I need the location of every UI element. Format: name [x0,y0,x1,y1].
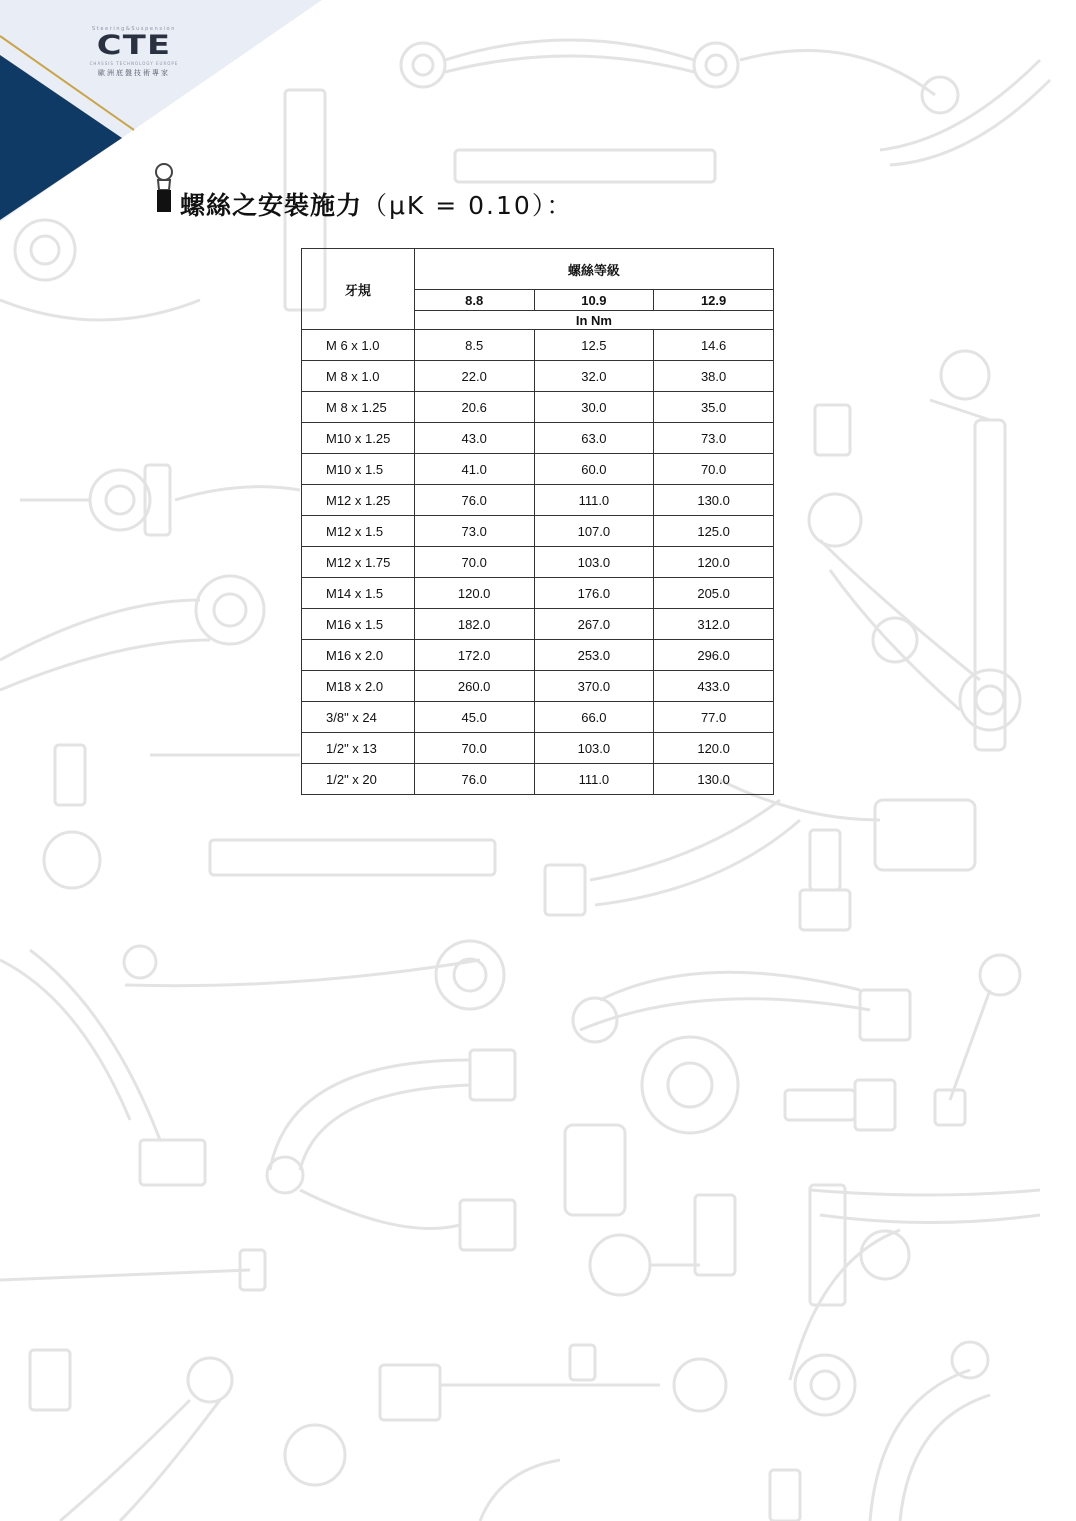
page-heading [180,186,573,222]
torque-value: 70.0 [654,454,774,485]
thread-size: M 6 x 1.0 [302,330,415,361]
thread-size: 1/2" x 20 [302,764,415,795]
thread-size: 3/8" x 24 [302,702,415,733]
torque-value: 296.0 [654,640,774,671]
torque-value: 76.0 [414,764,534,795]
thread-size: M16 x 2.0 [302,640,415,671]
logo-name: CTE [96,30,172,61]
thread-size: M 8 x 1.0 [302,361,415,392]
heading-title: 螺絲之安裝施力 [180,191,363,220]
thread-size: M12 x 1.25 [302,485,415,516]
torque-value: 63.0 [534,423,654,454]
torque-value: 103.0 [534,547,654,578]
table-row [302,702,774,733]
thread-size: 1/2" x 13 [302,733,415,764]
logo-chinese: 歐洲底盤技術專家 [98,69,170,77]
torque-value: 312.0 [654,609,774,640]
torque-value: 125.0 [654,516,774,547]
heading-formula: （μK = 0.10）： [362,191,574,220]
torque-table [301,248,774,795]
table-row [302,454,774,485]
torque-value: 120.0 [654,733,774,764]
torque-value: 8.5 [414,330,534,361]
torque-value: 107.0 [534,516,654,547]
torque-value: 182.0 [414,609,534,640]
thread-size: M18 x 2.0 [302,671,415,702]
torque-value: 176.0 [534,578,654,609]
logo-subline: CHASSIS TECHNOLOGY EUROPE [89,61,179,66]
torque-value: 22.0 [414,361,534,392]
thread-size: M10 x 1.5 [302,454,415,485]
table-row [302,764,774,795]
torque-value: 172.0 [414,640,534,671]
table-row [302,609,774,640]
thread-size: M 8 x 1.25 [302,392,415,423]
torque-value: 103.0 [534,733,654,764]
torque-value: 267.0 [534,609,654,640]
table-row [302,423,774,454]
torque-value: 253.0 [534,640,654,671]
thread-size: M12 x 1.5 [302,516,415,547]
torque-value: 45.0 [414,702,534,733]
torque-value: 77.0 [654,702,774,733]
table-row [302,640,774,671]
grade-8-8: 8.8 [414,290,534,311]
thread-header: 牙規 [302,249,415,330]
torque-value: 43.0 [414,423,534,454]
table-row [302,516,774,547]
torque-value: 35.0 [654,392,774,423]
torque-value: 111.0 [534,485,654,516]
thread-size: M16 x 1.5 [302,609,415,640]
torque-value: 73.0 [654,423,774,454]
torque-value: 433.0 [654,671,774,702]
unit-label: In Nm [414,311,773,330]
torque-value: 14.6 [654,330,774,361]
table-row [302,485,774,516]
table-row [302,578,774,609]
torque-value: 120.0 [414,578,534,609]
torque-value: 205.0 [654,578,774,609]
table-row [302,392,774,423]
table-row [302,330,774,361]
bolt-icon [152,162,176,214]
torque-value: 41.0 [414,454,534,485]
grade-12-9: 12.9 [654,290,774,311]
torque-value: 60.0 [534,454,654,485]
torque-value: 120.0 [654,547,774,578]
torque-value: 70.0 [414,547,534,578]
table-row [302,671,774,702]
torque-value: 370.0 [534,671,654,702]
torque-value: 12.5 [534,330,654,361]
thread-size: M10 x 1.25 [302,423,415,454]
grade-10-9: 10.9 [534,290,654,311]
thread-size: M12 x 1.75 [302,547,415,578]
table-row [302,361,774,392]
thread-size: M14 x 1.5 [302,578,415,609]
logo-tagline: Steering&Suspension [92,26,176,32]
table-row [302,733,774,764]
torque-value: 32.0 [534,361,654,392]
torque-value: 73.0 [414,516,534,547]
table-row [302,547,774,578]
torque-value: 130.0 [654,764,774,795]
torque-value: 20.6 [414,392,534,423]
torque-value: 260.0 [414,671,534,702]
torque-value: 30.0 [534,392,654,423]
torque-value: 76.0 [414,485,534,516]
torque-value: 130.0 [654,485,774,516]
grade-header: 螺絲等級 [414,249,773,290]
torque-value: 66.0 [534,702,654,733]
torque-value: 70.0 [414,733,534,764]
torque-value: 38.0 [654,361,774,392]
cte-logo [86,26,182,78]
torque-value: 111.0 [534,764,654,795]
